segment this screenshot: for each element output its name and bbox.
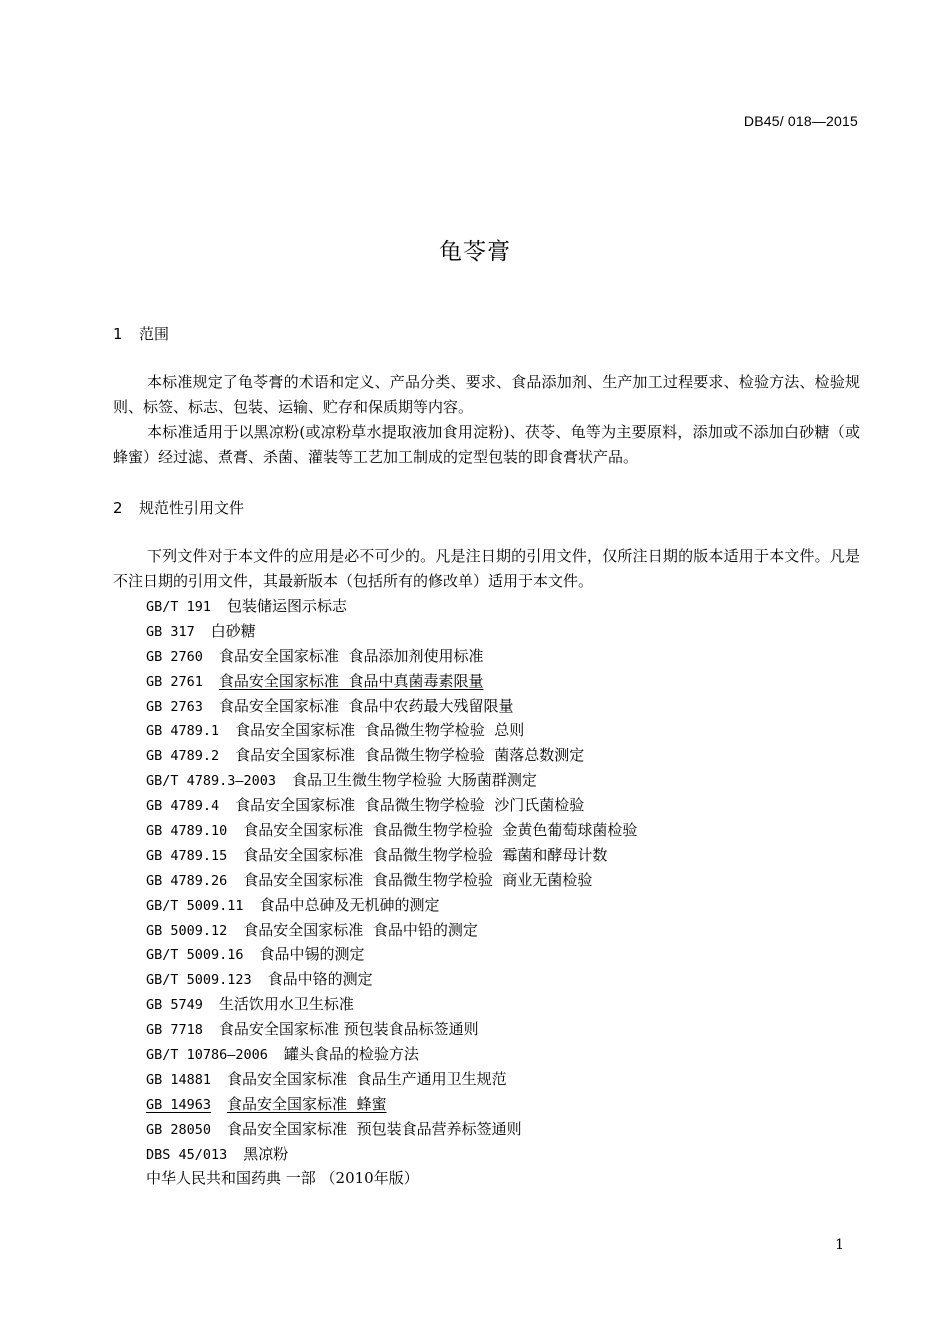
reference-item — [146, 868, 637, 893]
reference-title: 生活饮用水卫生标准 — [218, 995, 354, 1014]
reference-code: GB 5749 — [146, 997, 203, 1014]
section-number: 2 — [113, 499, 123, 517]
reference-title: 食品卫生微生物学检验 大肠菌群测定 — [292, 771, 537, 790]
reference-code: GB 4789.4 — [146, 798, 220, 815]
reference-code: GB/T 5009.123 — [146, 972, 252, 989]
reference-title: 中华人民共和国药典 一部 （2010年版） — [146, 1169, 419, 1188]
reference-item — [146, 718, 637, 743]
reference-code: GB 4789.26 — [146, 872, 228, 889]
reference-item — [146, 1117, 637, 1142]
section-title: 范围 — [139, 325, 170, 343]
reference-code: GB 317 — [146, 623, 195, 640]
reference-title: 包装储运图示标志 — [227, 597, 348, 615]
scope-paragraph-1: 本标准规定了龟苓膏的术语和定义、产品分类、要求、食品添加剂、生产加工过程要求、检验方法、检验规则、标签、标志、包装、运输、贮存和保质期等内容。 — [113, 373, 860, 416]
reference-item — [146, 942, 637, 967]
reference-code: GB/T 191 — [146, 599, 212, 615]
reference-title: 食品安全国家标准 食品微生物学检验 总则 — [235, 721, 525, 740]
reference-code: GB 4789.10 — [146, 823, 228, 840]
reference-title: 食品安全国家标准 食品微生物学检验 霉菌和酵母计数 — [243, 845, 608, 864]
reference-code: GB 4789.15 — [146, 847, 228, 864]
reference-item — [146, 644, 637, 669]
document-code: DB45/ 018—2015 — [743, 113, 858, 129]
reference-code: GB 2763 — [146, 698, 203, 715]
reference-title: 食品安全国家标准 蜂蜜 — [227, 1094, 387, 1113]
reference-title: 食品安全国家标准 食品中农药最大残留限量 — [218, 696, 514, 715]
reference-item — [146, 1092, 637, 1117]
reference-code: GB 7718 — [146, 1022, 203, 1039]
reference-code: DBS 45/013 — [146, 1146, 228, 1163]
document-title: 龟苓膏 — [439, 239, 511, 265]
reference-code: GB 14963 — [146, 1096, 212, 1113]
reference-item — [146, 992, 637, 1017]
reference-item — [146, 1017, 637, 1042]
reference-item — [146, 619, 637, 644]
reference-title: 食品中锡的测定 — [259, 945, 365, 964]
reference-item — [146, 843, 637, 868]
section-1-heading — [113, 323, 169, 344]
reference-code: GB/T 5009.11 — [146, 897, 244, 914]
reference-title: 食品安全国家标准 食品中真菌毒素限量 — [218, 671, 484, 690]
reference-title: 食品安全国家标准 预包装食品营养标签通则 — [227, 1119, 522, 1138]
reference-item — [146, 594, 637, 619]
reference-list — [146, 594, 637, 1191]
reference-code: GB/T 4789.3—2003 — [146, 773, 277, 790]
reference-item — [146, 743, 637, 768]
reference-code: GB 4789.2 — [146, 748, 220, 765]
reference-item — [146, 1142, 637, 1167]
reference-item — [146, 793, 637, 818]
reference-code: GB 28050 — [146, 1121, 212, 1138]
section-number: 1 — [113, 325, 123, 343]
scope-paragraph-2: 本标准适用于以黑凉粉(或凉粉草水提取液加食用淀粉)、茯苓、龟等为主要原料，添加或不添加白砂糖（或蜂蜜）经过滤、煮膏、杀菌、灌装等工艺加工制成的定型包装的即食膏状产品。 — [113, 423, 860, 466]
reference-code: GB/T 10786—2006 — [146, 1047, 268, 1064]
reference-code: GB 14881 — [146, 1071, 212, 1088]
reference-title: 食品安全国家标准 食品微生物学检验 沙门氏菌检验 — [235, 796, 585, 815]
reference-title: 食品安全国家标准 食品添加剂使用标准 — [218, 646, 484, 665]
reference-title: 食品安全国家标准 食品中铅的测定 — [243, 920, 478, 939]
reference-title: 食品安全国家标准 食品微生物学检验 商业无菌检验 — [243, 870, 593, 889]
reference-item — [146, 1166, 637, 1191]
reference-title: 白砂糖 — [210, 621, 256, 640]
reference-title: 食品中总砷及无机砷的测定 — [259, 895, 440, 914]
reference-title: 食品中铬的测定 — [267, 970, 373, 989]
reference-title: 食品安全国家标准 食品微生物学检验 金黄色葡萄球菌检验 — [243, 821, 638, 840]
reference-code: GB 2760 — [146, 648, 203, 665]
reference-title: 食品安全国家标准 食品生产通用卫生规范 — [227, 1069, 507, 1088]
section-title: 规范性引用文件 — [139, 499, 245, 517]
reference-item — [146, 1067, 637, 1092]
reference-item — [146, 1042, 637, 1067]
reference-item — [146, 694, 637, 719]
reference-code: GB 4789.1 — [146, 723, 220, 740]
reference-item — [146, 893, 637, 918]
reference-item — [146, 967, 637, 992]
reference-code: GB 5009.12 — [146, 922, 228, 939]
reference-item — [146, 669, 637, 694]
reference-title: 罐头食品的检验方法 — [283, 1045, 419, 1064]
reference-item — [146, 768, 637, 793]
normative-references-paragraph: 下列文件对于本文件的应用是必不可少的。凡是注日期的引用文件，仅所注日期的版本适用于本文件。凡是不注日期的引用文件，其最新版本（包括所有的修改单）适用于本文件。 — [113, 547, 860, 590]
reference-item — [146, 918, 637, 943]
reference-code: GB/T 5009.16 — [146, 947, 244, 964]
section-2-heading — [113, 497, 244, 518]
reference-title: 食品安全国家标准 预包装食品标签通则 — [218, 1020, 479, 1039]
page-number: 1 — [835, 1237, 844, 1253]
reference-code: GB 2761 — [146, 673, 203, 690]
reference-item — [146, 818, 637, 843]
reference-title: 黑凉粉 — [243, 1144, 289, 1163]
reference-title: 食品安全国家标准 食品微生物学检验 菌落总数测定 — [235, 746, 585, 765]
